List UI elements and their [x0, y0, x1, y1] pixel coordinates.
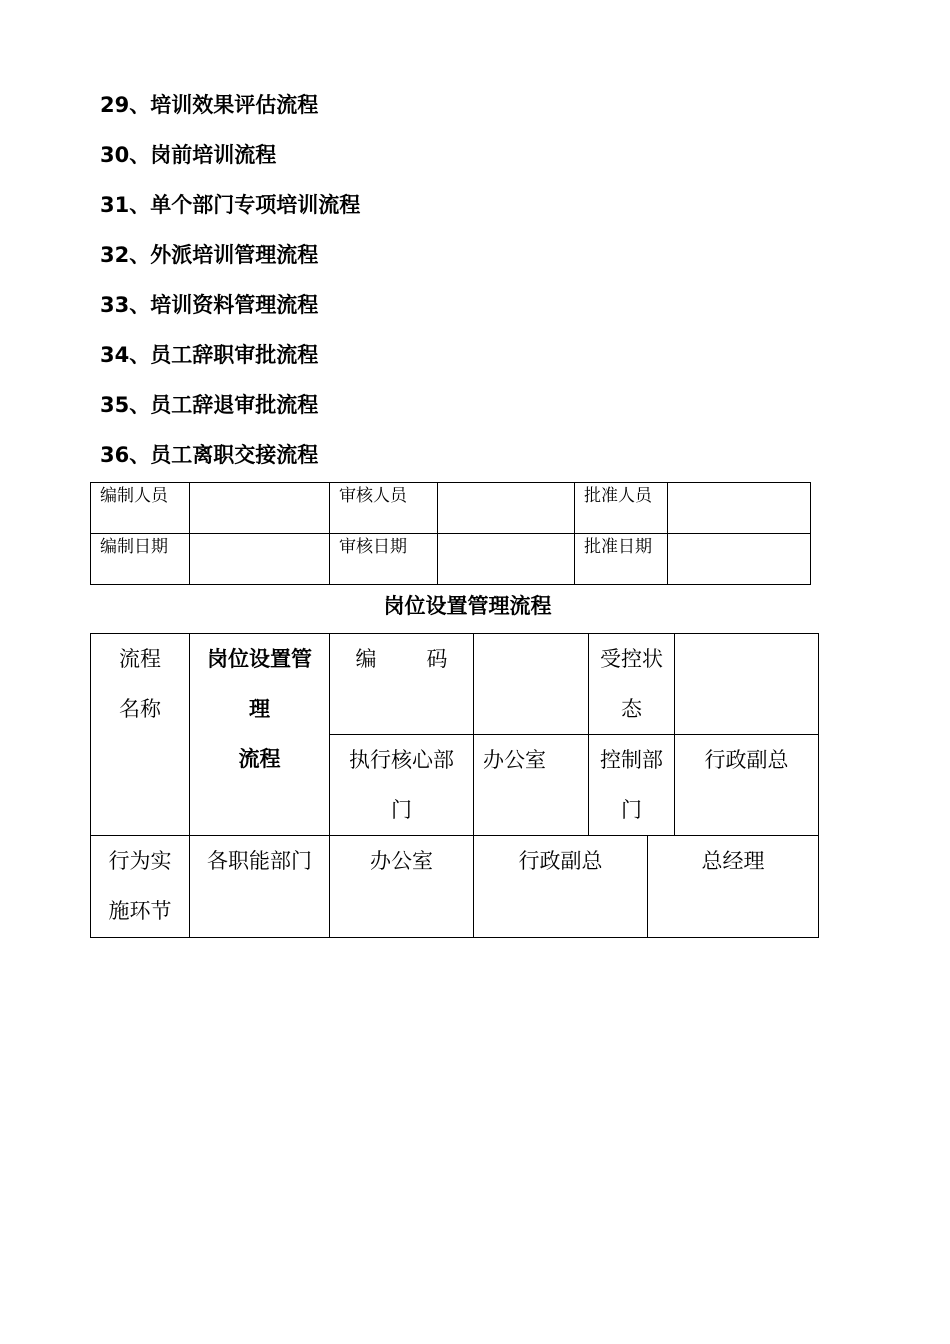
prepared-date-value [190, 534, 330, 585]
process-name-label-cell [91, 634, 190, 836]
behavior-step-office: 办公室 [330, 836, 474, 938]
signoff-table [90, 482, 811, 585]
control-dept-value: 行政副总 [675, 735, 819, 836]
process-name-line: 理 [249, 697, 270, 721]
table-row [91, 634, 819, 735]
process-name-line: 流程 [238, 747, 281, 771]
behavior-label-cell [91, 836, 190, 938]
prepared-by-label: 编制人员 [91, 483, 190, 534]
process-name-label: 名称 [119, 697, 161, 721]
behavior-label: 行为实 [108, 849, 172, 873]
list-item: 33、培训资料管理流程 [100, 293, 319, 317]
control-dept-label: 控制部 [600, 748, 663, 772]
list-item: 35、员工辞退审批流程 [100, 393, 319, 417]
behavior-step-admin-vp: 行政副总 [474, 836, 648, 938]
exec-dept-value: 办公室 [474, 735, 589, 836]
approved-date-label: 批准日期 [575, 534, 668, 585]
code-label: 编 [355, 647, 377, 671]
exec-dept-label: 门 [391, 798, 412, 822]
list-item: 36、员工离职交接流程 [100, 443, 319, 467]
behavior-label: 施环节 [108, 899, 172, 923]
process-name-line: 岗位设置管 [207, 647, 312, 671]
controlled-status-label-cell [589, 634, 675, 735]
document-title: 岗位设置管理流程 [383, 594, 552, 618]
controlled-status-label: 态 [621, 697, 642, 721]
process-name-label: 流程 [119, 647, 161, 671]
table-row [91, 483, 811, 534]
exec-dept-label: 执行核心部 [349, 748, 454, 772]
code-label-cell [330, 634, 474, 735]
controlled-status-label: 受控状 [600, 647, 663, 671]
table-row [91, 534, 811, 585]
control-dept-label-cell [589, 735, 675, 836]
exec-dept-label-cell [330, 735, 474, 836]
process-info-table [90, 633, 819, 938]
prepared-date-label: 编制日期 [91, 534, 190, 585]
list-item: 34、员工辞职审批流程 [100, 343, 319, 367]
reviewed-by-label: 审核人员 [330, 483, 438, 534]
code-value-cell [474, 634, 589, 735]
controlled-status-value-cell [675, 634, 819, 735]
prepared-by-value [190, 483, 330, 534]
list-item: 30、岗前培训流程 [100, 143, 277, 167]
list-item: 29、培训效果评估流程 [100, 93, 319, 117]
behavior-step-general-manager: 总经理 [648, 836, 819, 938]
approved-by-value [668, 483, 811, 534]
reviewed-by-value [438, 483, 575, 534]
list-item: 32、外派培训管理流程 [100, 243, 319, 267]
behavior-step-functional-depts: 各职能部门 [190, 836, 330, 938]
approved-date-value [668, 534, 811, 585]
process-name-cell [190, 634, 330, 836]
code-label: 码 [426, 647, 448, 671]
control-dept-label: 门 [621, 798, 642, 822]
approved-by-label: 批准人员 [575, 483, 668, 534]
process-list [100, 90, 360, 490]
table-row [91, 836, 819, 938]
reviewed-date-label: 审核日期 [330, 534, 438, 585]
reviewed-date-value [438, 534, 575, 585]
list-item: 31、单个部门专项培训流程 [100, 193, 361, 217]
